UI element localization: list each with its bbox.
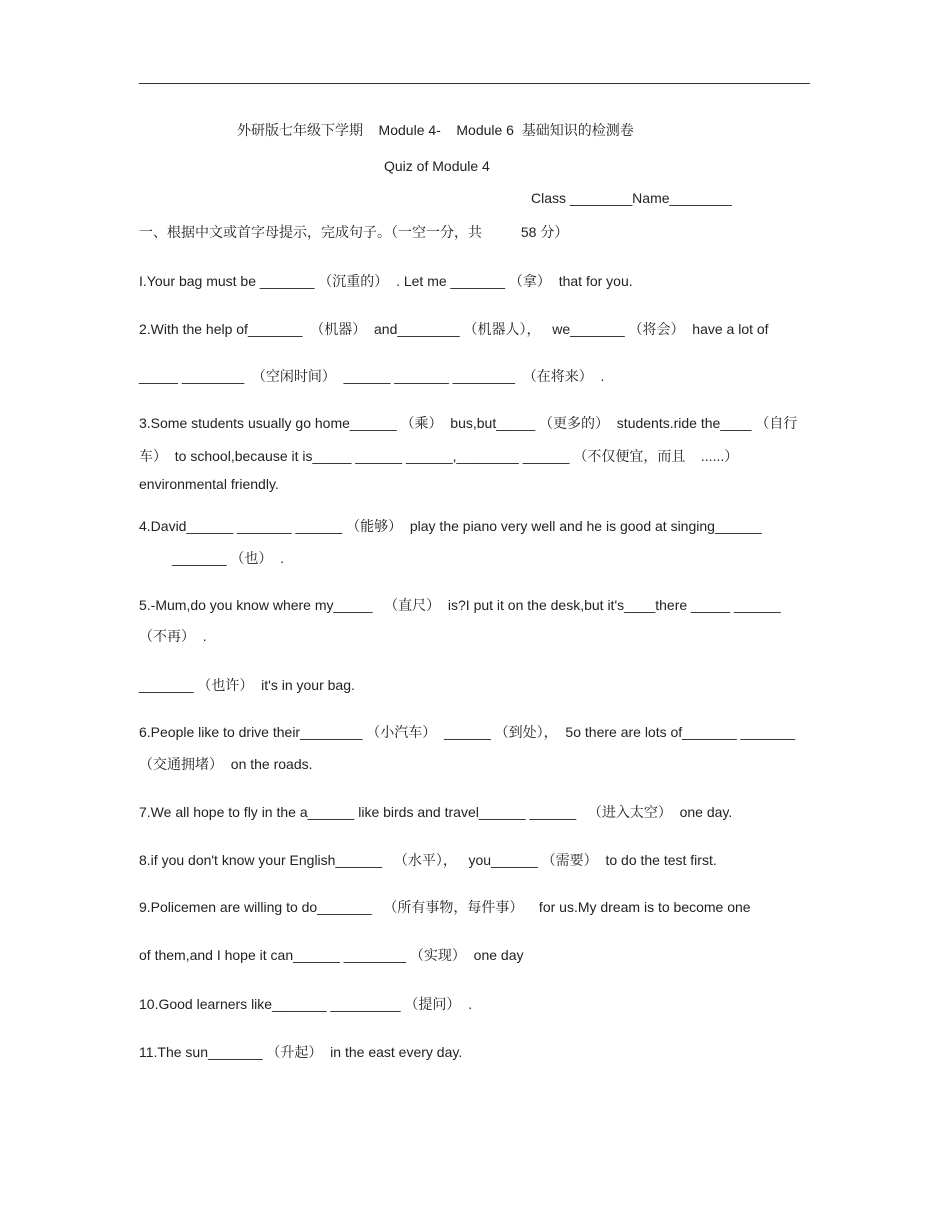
- question-line: _____ ________ （空闲时间） ______ _______ ________ （在将来） .: [139, 368, 605, 384]
- question-line: _______ （也许） it's in your bag.: [139, 677, 355, 693]
- document-title: 外研版七年级下学期 Module 4- Module 6 基础知识的检测卷: [237, 122, 634, 138]
- question-line: 4.David______ _______ ______ （能够） play the piano very well and he is good at singing______: [139, 518, 762, 534]
- question-line: 9.Policemen are willing to do_______ （所有事物，每件事） for us.My dream is to become one: [139, 899, 751, 915]
- header-rule: [139, 83, 810, 84]
- question-line: of them,and I hope it can______ ________ （实现） one day: [139, 947, 524, 963]
- question-line: 3.Some students usually go home______ （乘） bus,but_____ （更多的） students.ride the____ （自行: [139, 415, 798, 431]
- question-line: _______ （也） .: [172, 550, 285, 566]
- question-line: 7.We all hope to fly in the a______ like birds and travel______ ______ （进入太空） one day.: [139, 804, 733, 820]
- section-heading: 一、根据中文或首字母提示，完成句子。（一空一分，共 58 分）: [139, 224, 569, 240]
- question-line: 11.The sun_______ （升起） in the east every day.: [139, 1044, 463, 1060]
- question-line: （交通拥堵） on the roads.: [139, 756, 313, 772]
- question-line: I.Your bag must be _______ （沉重的） . Let me _______ （拿） that for you.: [139, 273, 633, 289]
- question-line: 车） to school,because it is_____ ______ ______,________ ______ （不仅便宜，而且 ......）: [139, 448, 739, 464]
- quiz-subtitle: Quiz of Module 4: [384, 158, 490, 174]
- question-line: 8.if you don't know your English______ （水平）， you______ （需要） to do the test first.: [139, 852, 717, 868]
- question-line: 5.-Mum,do you know where my_____ （直尺） is?I put it on the desk,but it's____there _____ ______: [139, 597, 781, 613]
- question-line: 2.With the help of_______ （机器） and________ （机器人）， we_______ （将会） have a lot of: [139, 321, 769, 337]
- question-line: 6.People like to drive their________ （小汽车） ______ （到处）， 5o there are lots of_______ _______: [139, 724, 796, 740]
- question-line: environmental friendly.: [139, 476, 279, 492]
- class-name-line: Class ________Name________: [531, 190, 732, 206]
- question-line: 10.Good learners like_______ _________ （提问） .: [139, 996, 473, 1012]
- question-line: （不再） .: [139, 628, 207, 644]
